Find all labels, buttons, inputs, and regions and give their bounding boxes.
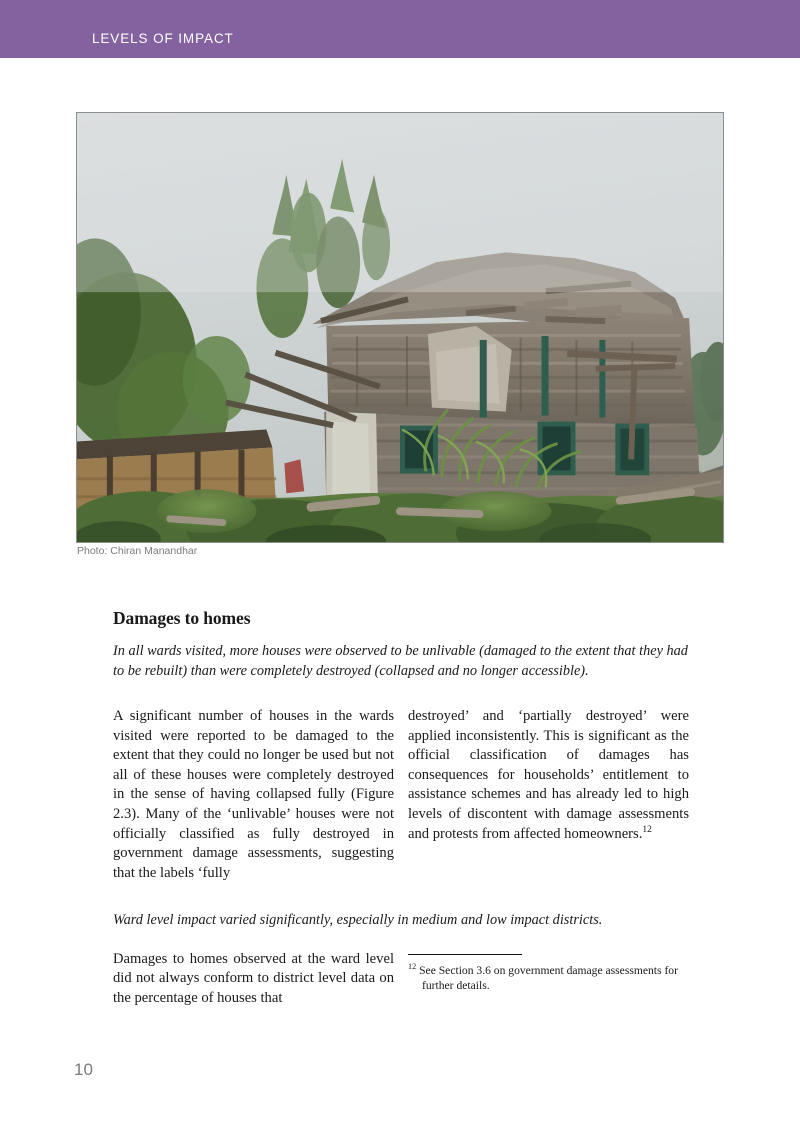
- footnote-column: [408, 950, 689, 1009]
- article-content: [113, 608, 689, 1009]
- two-column-footer: [113, 950, 689, 1009]
- photo-illustration: [77, 113, 723, 542]
- photo-earthquake-damaged-house: [76, 112, 724, 543]
- bottom-left-column: [113, 950, 394, 1009]
- footnote-separator-rule: [408, 954, 522, 955]
- section-heading: Damages to homes: [113, 608, 251, 628]
- two-column-body: [113, 707, 689, 883]
- footnote-entry: [408, 963, 689, 994]
- page-header-band: [0, 0, 800, 58]
- bottom-left-paragraph: Damages to homes observed at the ward level did not always conform to district level data on the percentage of houses that: [113, 950, 394, 1007]
- footnote-marker: 12: [408, 961, 417, 971]
- footnote-text: See Section 3.6 on government damage assessments for further details.: [419, 963, 678, 993]
- lead-italic-paragraph: In all wards visited, more houses were observed to be unlivable (damaged to the extent that they had to be rebuilt) than were completely destroyed (collapsed and no longer accessible).: [113, 643, 688, 679]
- right-column-text: destroyed’ and ‘partially destroyed’ were applied inconsistently. This is significant as the official classification of damages has consequences for households’ entitlement to assistance schemes and has already led to high levels of discontent with damage assessments and protests from affected homeowners.: [408, 708, 689, 842]
- footnote-reference-marker[interactable]: 12: [642, 824, 652, 835]
- right-column-paragraph: [408, 707, 689, 844]
- left-column-paragraph: A significant number of houses in the wards visited were reported to be damaged to the extent that they could no longer be used but not all of these houses were completely destroyed in the sense of having collapsed fully (Figure 2.3). Many of the ‘unlivable’ houses were not officially classified as fully destroyed in government damage assessments, suggesting that the labels ‘fully: [113, 708, 394, 881]
- page-number: 10: [74, 1060, 93, 1079]
- left-column: [113, 707, 394, 883]
- page-header-title: LEVELS OF IMPACT: [92, 31, 234, 46]
- right-column: [408, 707, 689, 883]
- photo-caption: Photo: Chiran Manandhar: [77, 545, 198, 557]
- mid-italic-paragraph: Ward level impact varied significantly, especially in medium and low impact districts.: [113, 912, 603, 929]
